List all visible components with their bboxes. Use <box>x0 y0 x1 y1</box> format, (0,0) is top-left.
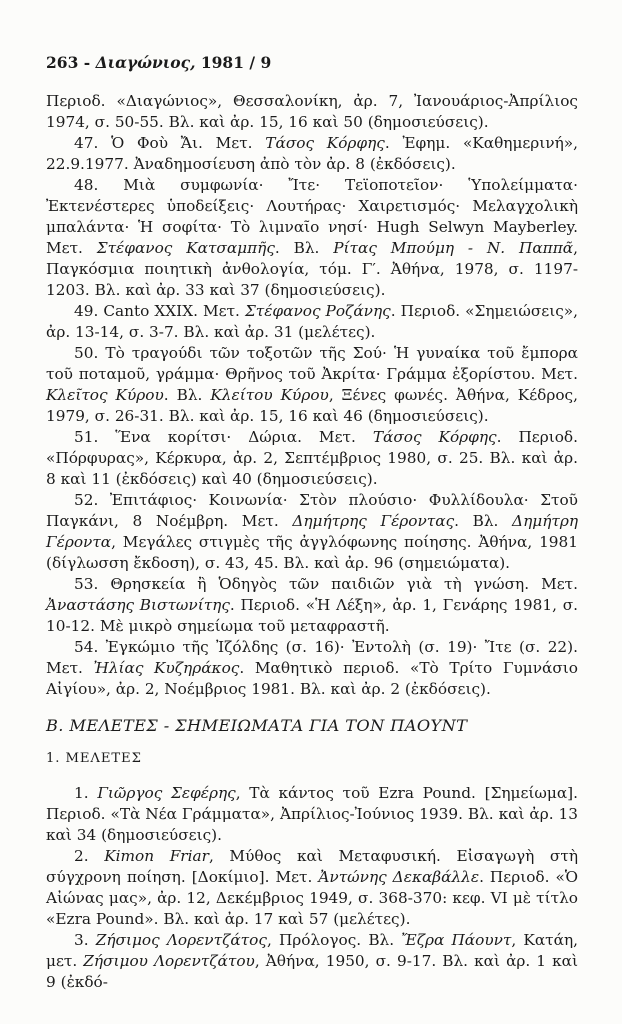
text-run: Ἠλίας Κυζηράκος <box>93 659 240 677</box>
text-run: Kimon Friar <box>104 847 209 865</box>
text-run: , Παγκόσμια ποιητικὴ ἀνθολογία, τόμ. Γ′. Ἀθήνα, 1978, σ. 1197-1203. Βλ. καὶ ἀρ. 33 καὶ 37 (δημοσιεύσεις). <box>46 239 578 299</box>
text-run: 52. Ἐπιτάφιος· Κοινωνία· Στὸν πλούσιο· Φυλλίδουλα· Στοῦ Παγκάνι, 8 Νοέμβρη. Μετ. <box>46 491 578 530</box>
text-run: . Περιοδ. «Σημειώσεις», ἀρ. 13-14, σ. 3-7. Βλ. καὶ ἀρ. 31 (μελέτες). <box>46 302 578 341</box>
bibliography-item <box>46 301 578 343</box>
bibliography-item <box>46 343 578 427</box>
bibliography-item <box>46 133 578 175</box>
text-run: Περιοδ. «Διαγώνιος», Θεσσαλονίκη, ἀρ. 7, Ἰανουάριος-Ἀπρίλιος 1974, σ. 50-55. Βλ. καὶ ἀρ. 15, 16 καὶ 50 (δημοσιεύσεις). <box>46 92 578 131</box>
bibliography-item <box>46 930 578 993</box>
bibliography-item <box>46 490 578 574</box>
text-run: 1. <box>74 784 98 802</box>
text-run: 1981 / 9 <box>195 53 272 72</box>
bibliography-item <box>46 175 578 301</box>
text-run: . Ἐφημ. «Καθημερινή», 22.9.1977. Ἀναδημοσίευση ἀπὸ τὸν ἀρ. 8 (ἐκδόσεις). <box>46 134 578 173</box>
text-run: 263 - <box>46 53 96 72</box>
text-run: , Μεγάλες στιγμὲς τῆς ἀγγλόφωνης ποίησης. Ἀθήνα, 1981 (δίγλωσση ἔκδοση), σ. 43, 45. Βλ. καὶ ἀρ. 96 (σημειώματα). <box>46 533 578 572</box>
bibliography-item <box>46 846 578 930</box>
text-run: Γιῶργος Σεφέρης <box>97 784 236 802</box>
subsection-heading <box>46 748 578 769</box>
text-run: Τάσος Κόρφης <box>265 134 385 152</box>
text-run: Β. ΜΕΛΕΤΕΣ - ΣΗΜΕΙΩΜΑΤΑ ΓΙΑ ΤΟΝ ΠΑΟΥΝΤ <box>46 716 468 735</box>
text-run: . Βλ. <box>163 386 211 404</box>
text-run: , Ξένες φωνές. Ἀθήνα, Κέδρος, 1979, σ. 26-31. Βλ. καὶ ἀρ. 15, 16 καὶ 46 (δημοσιεύσεις). <box>46 386 578 425</box>
bibliography-item <box>46 574 578 637</box>
text-run: Δημήτρης Γέροντας <box>292 512 455 530</box>
text-run: 48. Μιὰ συμφωνία· Ἴτε· Τεϊοποτεῖον· Ὑπολείμματα· Ἐκτενέστερες ὑποδείξεις· Λουτήρας· Χαιρετισμός· Μελαγχολικὴ μπαλάντα· Ἡ σοφίτα· Τὸ λιμναῖο νησί· Hugh Selwyn Mayberley. Μετ. <box>46 176 578 257</box>
text-run: 47. Ὁ Φοὺ Ἄι. Μετ. <box>74 134 266 152</box>
text-run: 50. Τὸ τραγούδι τῶν τοξοτῶν τῆς Σού· Ἡ γυναίκα τοῦ ἔμπορα τοῦ ποταμοῦ, γράμμα· Θρῆνος τοῦ Ἀκρίτα· Γράμμα ἐξορίστου. Μετ. <box>46 344 578 383</box>
bibliography-item <box>46 427 578 490</box>
text-run: Στέφανος Κατσαμπῆς <box>96 239 275 257</box>
text-run: , Πρόλογος. Βλ. <box>266 931 402 949</box>
text-run: . Περιοδ. «Ἡ Λέξη», ἀρ. 1, Γενάρης 1981, σ. 10-12. Μὲ μικρὸ σημείωμα τοῦ μεταφραστῆ. <box>46 596 579 635</box>
text-run: Ἀντώνης Δεκαβάλλε <box>318 868 480 886</box>
text-run: 51. Ἕνα κορίτσι· Δώρια. Μετ. <box>74 428 373 446</box>
text-run: , Τὰ κάντος τοῦ Ezra Pound. [Σημείωμα]. Περιοδ. «Τὰ Νέα Γράμματα», Ἀπρίλιος-Ἰούνιος 1939. Βλ. καὶ ἀρ. 13 καὶ 34 (δημοσιεύσεις). <box>46 784 578 844</box>
text-run: Ζήσιμος Λορεντζάτος <box>95 931 267 949</box>
text-run: Τάσος Κόρφης <box>372 428 497 446</box>
text-run: Δημήτρη Γέροντα <box>46 512 578 551</box>
text-run: Ζήσιμου Λορεντζάτου <box>83 952 255 970</box>
text-run: 2. <box>74 847 105 865</box>
text-run: Ἔζρα Πάουντ <box>401 931 512 949</box>
page-header <box>46 52 578 73</box>
text-run: , Ἀθήνα, 1950, σ. 9-17. Βλ. καὶ ἀρ. 1 καὶ 9 (ἐκδό- <box>46 952 578 991</box>
document-body <box>46 91 578 993</box>
text-run: 1. ΜΕΛΕΤΕΣ <box>46 751 142 766</box>
text-run: Ρίτας Μπούμη - Ν. Παππᾶ <box>333 239 574 257</box>
text-run: . Περιοδ. «Πόρφυρας», Κέρκυρα, ἀρ. 2, Σεπτέμβριος 1980, σ. 25. Βλ. καὶ ἀρ. 8 καὶ 11 (ἐκδόσεις) καὶ 40 (δημοσιεύσεις). <box>46 428 579 488</box>
text-run: , Κατάη, μετ. <box>46 931 578 970</box>
bibliography-item <box>46 637 578 700</box>
text-run: . Βλ. <box>274 239 334 257</box>
text-run: 53. Θρησκεία ἢ Ὁδηγὸς τῶν παιδιῶν γιὰ τὴ γνώση. Μετ. <box>74 575 578 593</box>
text-run: Κλείτου Κύρου <box>210 386 329 404</box>
text-run: , Μύθος καὶ Μεταφυσική. Εἰσαγωγὴ στὴ σύγχρονη ποίηση. [Δοκίμιο]. Μετ. <box>46 847 579 886</box>
text-run: Διαγώνιος, <box>95 53 196 72</box>
section-heading <box>46 715 578 736</box>
text-run: 49. Canto XXIX. Μετ. <box>74 302 245 320</box>
text-run: Ἀναστάσης Βιστωνίτης <box>46 596 230 614</box>
text-run: . Μαθητικὸ περιοδ. «Τὸ Τρίτο Γυμνάσιο Αἰγίου», ἀρ. 2, Νοέμβριος 1981. Βλ. καὶ ἀρ. 2 (ἐκδόσεις). <box>46 659 578 698</box>
bibliography-item <box>46 783 578 846</box>
text-run: Κλεῖτος Κύρου <box>46 386 164 404</box>
text-run: . Βλ. <box>454 512 513 530</box>
text-run: Στέφανος Ροζάνης <box>244 302 391 320</box>
text-run: 3. <box>74 931 96 949</box>
text-run: . Περιοδ. «Ὁ Αἰώνας μας», ἀρ. 12, Δεκέμβριος 1949, σ. 368-370: κεφ. VI μὲ τίτλο «Ezra Pound». Βλ. καὶ ἀρ. 17 καὶ 57 (μελέτες). <box>46 868 578 928</box>
continuation-paragraph <box>46 91 578 133</box>
text-run: 54. Ἐγκώμιο τῆς Ἰζόλδης (σ. 16)· Ἐντολὴ (σ. 19)· Ἴτε (σ. 22). Μετ. <box>46 638 578 677</box>
